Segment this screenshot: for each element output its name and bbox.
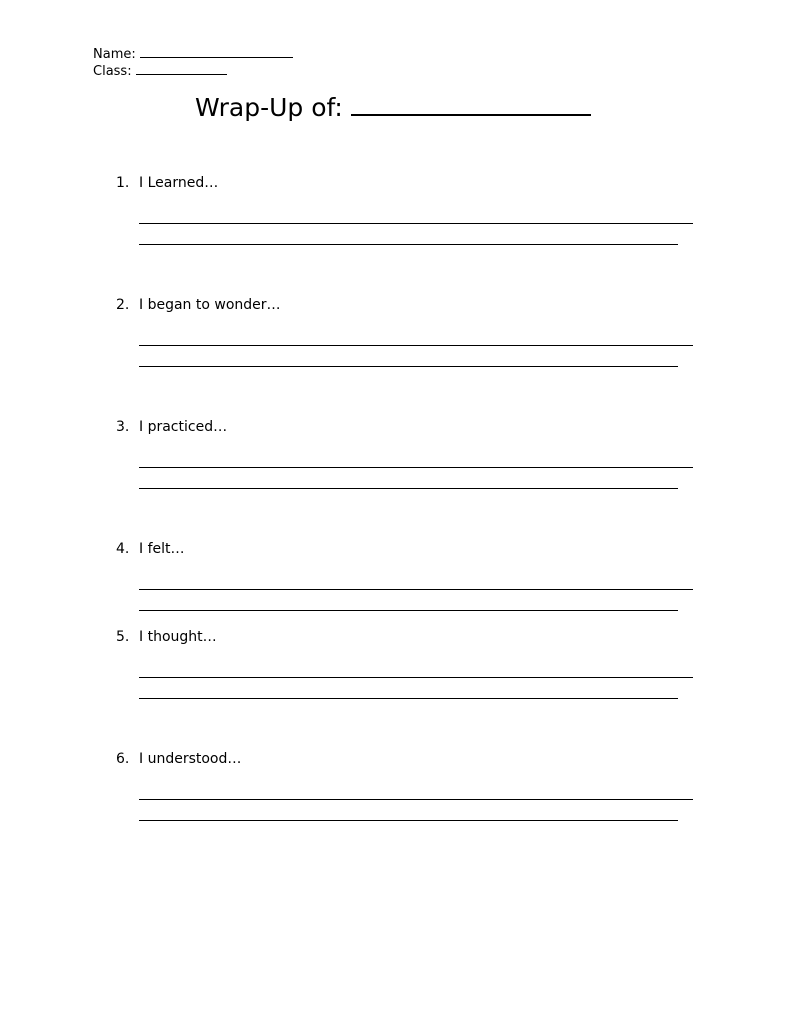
answer-line[interactable]: [139, 610, 678, 611]
answer-line[interactable]: [139, 244, 678, 245]
class-field[interactable]: [136, 63, 227, 75]
answer-line[interactable]: [139, 820, 678, 821]
answer-line[interactable]: [139, 677, 693, 678]
answer-line[interactable]: [139, 589, 693, 590]
class-label: Class:: [93, 64, 132, 79]
answer-line[interactable]: [139, 698, 678, 699]
question-prompt: I thought…: [139, 629, 217, 645]
question-prompt: I practiced…: [139, 419, 228, 435]
question-label: [116, 540, 185, 558]
question-number: 5.: [116, 629, 130, 645]
name-label: Name:: [93, 47, 136, 62]
answer-line[interactable]: [139, 467, 693, 468]
answer-line[interactable]: [139, 223, 693, 224]
answer-line[interactable]: [139, 345, 693, 346]
name-row: [93, 46, 293, 63]
page-title: [195, 92, 591, 124]
question-number: 3.: [116, 419, 130, 435]
question-number: 4.: [116, 541, 130, 557]
question-prompt: I Learned…: [139, 175, 219, 191]
answer-line[interactable]: [139, 366, 678, 367]
question-number: 1.: [116, 175, 130, 191]
question-label: [116, 174, 218, 192]
question-prompt: I began to wonder…: [139, 297, 281, 313]
question-label: [116, 628, 217, 646]
question-prompt: I understood…: [139, 751, 242, 767]
question-label: [116, 296, 281, 314]
name-field[interactable]: [140, 46, 293, 58]
question-number: 2.: [116, 297, 130, 313]
question-number: 6.: [116, 751, 130, 767]
question-label: [116, 418, 227, 436]
class-row: [93, 63, 227, 80]
question-prompt: I felt…: [139, 541, 185, 557]
answer-line[interactable]: [139, 799, 693, 800]
question-label: [116, 750, 241, 768]
topic-field[interactable]: [351, 92, 591, 116]
title-text: Wrap-Up of:: [195, 93, 343, 122]
answer-line[interactable]: [139, 488, 678, 489]
